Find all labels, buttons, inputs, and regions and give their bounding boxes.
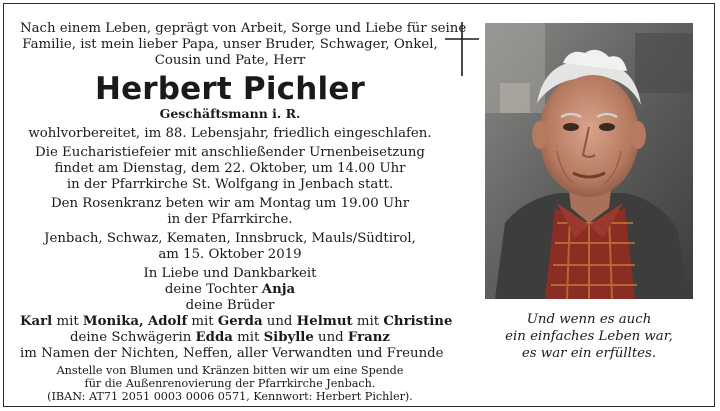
deceased-name: Herbert Pichler	[94, 71, 366, 107]
daughter-prefix: deine Tochter	[164, 282, 262, 297]
donation-line-1: Anstelle von Blumen und Kränzen bitten wir um eine Spende	[56, 364, 404, 377]
rosary-line-2: in der Pfarrkirche.	[167, 212, 293, 227]
mourners-intro: In Liebe und Dankbarkeit	[143, 266, 317, 281]
mit-1: mit	[52, 314, 83, 329]
donation-line-2: für die Außenrenovierung der Pfarrkirche Jenbach.	[84, 377, 376, 390]
quote-line-1: Und wenn es auch	[526, 312, 652, 327]
donation-line-3: (IBAN: AT71 2051 0003 0006 0571, Kennwort: Herbert Pichler).	[47, 390, 413, 403]
intro-line-2: Familie, ist mein lieber Papa, unser Bruder, Schwager, Onkel,	[22, 37, 438, 52]
brother-2: Adolf	[147, 314, 188, 329]
funeral-line-1: Die Eucharistiefeier mit anschließender Urnenbeisetzung	[35, 145, 425, 160]
latin-cross-icon	[445, 22, 479, 76]
sil-name-3: Franz	[347, 330, 390, 345]
place-line: Jenbach, Schwaz, Kematen, Innsbruck, Mauls/Südtirol,	[44, 231, 416, 246]
quote-line-3: es war ein erfülltes.	[521, 346, 657, 361]
rosary-line-1: Den Rosenkranz beten wir am Montag um 19.00 Uhr	[50, 196, 410, 211]
portrait-photo	[485, 23, 693, 299]
intro-line-3: Cousin und Pate, Herr	[154, 53, 306, 68]
und-1: und	[262, 314, 297, 329]
mit-3: mit	[352, 314, 384, 329]
sister-in-law-line	[20, 330, 440, 346]
quote-block	[485, 311, 693, 362]
partner-2: Gerda	[217, 314, 263, 329]
daughter-name: Anja	[261, 282, 296, 297]
partner-3: Christine	[383, 314, 453, 329]
partner-1: Monika,	[82, 314, 144, 329]
extended-family-line: im Namen der Nichten, Neffen, aller Verwandten und Freunde	[20, 346, 444, 361]
funeral-line-2: findet am Dienstag, dem 22. Oktober, um 14.00 Uhr	[54, 161, 406, 176]
daughter-line	[20, 282, 440, 298]
funeral-line-3: in der Pfarrkirche St. Wolfgang in Jenbach statt.	[66, 177, 394, 192]
sil-name-2: Sibylle	[263, 330, 314, 345]
quote-line-2: ein einfaches Leben war,	[505, 329, 673, 344]
passing-line: wohlvorbereitet, im 88. Lebensjahr, friedlich eingeschlafen.	[28, 126, 432, 141]
brother-3: Helmut	[296, 314, 353, 329]
intro-line-1: Nach einem Leben, geprägt von Arbeit, Sorge und Liebe für seine	[20, 21, 467, 36]
mit-2: mit	[187, 314, 218, 329]
date-line: am 15. Oktober 2019	[158, 247, 302, 262]
brothers-line	[20, 314, 453, 330]
occupation: Geschäftsmann i. R.	[159, 106, 301, 121]
sil-und: und	[313, 330, 348, 345]
sil-prefix: deine Schwägerin	[70, 330, 196, 345]
sil-mit: mit	[232, 330, 264, 345]
brothers-label: deine Brüder	[185, 298, 275, 313]
sil-name-1: Edda	[195, 330, 233, 345]
brother-1: Karl	[20, 314, 53, 329]
portrait-illustration	[485, 23, 693, 299]
